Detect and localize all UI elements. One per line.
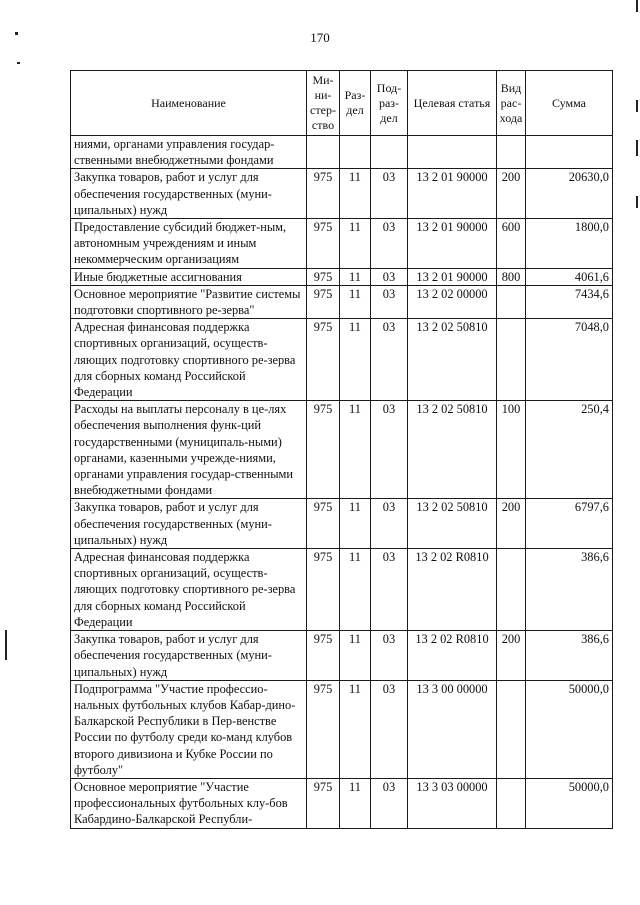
cell-type <box>497 549 526 631</box>
cell-ministry: 975 <box>307 169 340 219</box>
cell-sum: 4061,6 <box>526 268 613 285</box>
cell-subsection: 03 <box>371 401 408 499</box>
cell-ministry: 975 <box>307 219 340 269</box>
cell-type <box>497 680 526 778</box>
cell-subsection: 03 <box>371 680 408 778</box>
cell-name: Закупка товаров, работ и услуг для обеспечения государственных (муни-ципальных) нужд <box>71 169 307 219</box>
cell-subsection: 03 <box>371 499 408 549</box>
cell-type: 200 <box>497 499 526 549</box>
table-row <box>71 401 613 499</box>
cell-sum: 50000,0 <box>526 680 613 778</box>
cell-section: 11 <box>340 268 371 285</box>
cell-section: 11 <box>340 285 371 318</box>
cell-ministry: 975 <box>307 680 340 778</box>
col-header-subsection: Под-раз-дел <box>371 71 408 136</box>
cell-name: Адресная финансовая поддержка спортивных организаций, осуществ-ляющих подготовку спортивного ре-зерва для сборных команд Российской Федерации <box>71 549 307 631</box>
cell-name: Расходы на выплаты персоналу в це-лях обеспечения выполнения функ-ций государственными (муниципаль-ными) органами, казенными учрежде-ниями, органами управления государ-ственными внебюджетными фондами <box>71 401 307 499</box>
cell-sum: 386,6 <box>526 549 613 631</box>
cell-ministry: 975 <box>307 631 340 681</box>
scan-mark <box>636 0 638 12</box>
scan-mark <box>17 62 20 64</box>
cell-target: 13 3 03 00000 <box>408 778 497 828</box>
scan-mark <box>5 630 7 660</box>
cell-sum <box>526 136 613 169</box>
cell-type: 200 <box>497 631 526 681</box>
cell-sum: 7434,6 <box>526 285 613 318</box>
cell-section: 11 <box>340 631 371 681</box>
cell-sum: 6797,6 <box>526 499 613 549</box>
table-row <box>71 219 613 269</box>
scan-mark <box>636 100 638 112</box>
cell-section: 11 <box>340 169 371 219</box>
cell-type: 100 <box>497 401 526 499</box>
cell-name: Иные бюджетные ассигнования <box>71 268 307 285</box>
col-header-name: Наименование <box>71 71 307 136</box>
cell-name: Основное мероприятие "Участие профессиональных футбольных клу-бов Кабардино-Балкарской Республи- <box>71 778 307 828</box>
cell-ministry: 975 <box>307 285 340 318</box>
cell-sum: 1800,0 <box>526 219 613 269</box>
scan-mark <box>15 32 18 35</box>
col-header-type: Вид рас-хода <box>497 71 526 136</box>
cell-name: ниями, органами управления государ-ственными внебюджетными фондами <box>71 136 307 169</box>
table-row <box>71 319 613 401</box>
cell-subsection: 03 <box>371 319 408 401</box>
cell-type: 600 <box>497 219 526 269</box>
cell-sum: 20630,0 <box>526 169 613 219</box>
cell-name: Адресная финансовая поддержка спортивных организаций, осуществ-ляющих подготовку спортивного ре-зерва для сборных команд Российской Федерации <box>71 319 307 401</box>
cell-target: 13 2 02 R0810 <box>408 631 497 681</box>
page-number: 170 <box>310 30 330 45</box>
cell-target: 13 2 02 R0810 <box>408 549 497 631</box>
cell-ministry: 975 <box>307 549 340 631</box>
cell-type: 200 <box>497 169 526 219</box>
cell-type <box>497 285 526 318</box>
cell-section: 11 <box>340 549 371 631</box>
cell-name: Подпрограмма "Участие профессио-нальных футбольных клубов Кабар-дино-Балкарской Республики в Пер-венстве России по футболу среди ко-манд клубов второго дивизиона и Кубке России по футболу" <box>71 680 307 778</box>
cell-type <box>497 319 526 401</box>
cell-subsection: 03 <box>371 219 408 269</box>
cell-target <box>408 136 497 169</box>
cell-ministry: 975 <box>307 268 340 285</box>
table-row <box>71 778 613 828</box>
table-row <box>71 136 613 169</box>
cell-subsection <box>371 136 408 169</box>
cell-type: 800 <box>497 268 526 285</box>
cell-subsection: 03 <box>371 268 408 285</box>
cell-section: 11 <box>340 778 371 828</box>
budget-table <box>70 70 613 829</box>
table-row <box>71 631 613 681</box>
table-row <box>71 268 613 285</box>
cell-ministry: 975 <box>307 401 340 499</box>
cell-ministry: 975 <box>307 499 340 549</box>
col-header-section: Раз-дел <box>340 71 371 136</box>
cell-target: 13 2 02 50810 <box>408 401 497 499</box>
scan-mark <box>636 196 638 208</box>
cell-ministry: 975 <box>307 319 340 401</box>
table-row <box>71 680 613 778</box>
cell-target: 13 2 02 00000 <box>408 285 497 318</box>
cell-type <box>497 778 526 828</box>
cell-target: 13 3 00 00000 <box>408 680 497 778</box>
cell-section: 11 <box>340 219 371 269</box>
table-row <box>71 285 613 318</box>
cell-section: 11 <box>340 680 371 778</box>
cell-subsection: 03 <box>371 778 408 828</box>
cell-section: 11 <box>340 499 371 549</box>
col-header-target: Целевая статья <box>408 71 497 136</box>
cell-name: Закупка товаров, работ и услуг для обеспечения государственных (муни-ципальных) нужд <box>71 631 307 681</box>
cell-subsection: 03 <box>371 631 408 681</box>
cell-subsection: 03 <box>371 285 408 318</box>
cell-name: Основное мероприятие "Развитие системы подготовки спортивного ре-зерва" <box>71 285 307 318</box>
cell-sum: 386,6 <box>526 631 613 681</box>
table-row <box>71 499 613 549</box>
cell-type <box>497 136 526 169</box>
header-row <box>71 71 613 136</box>
col-header-ministry: Ми-ни-стер-ство <box>307 71 340 136</box>
cell-subsection: 03 <box>371 549 408 631</box>
cell-target: 13 2 01 90000 <box>408 219 497 269</box>
cell-section <box>340 136 371 169</box>
cell-ministry: 975 <box>307 778 340 828</box>
cell-target: 13 2 01 90000 <box>408 268 497 285</box>
cell-sum: 7048,0 <box>526 319 613 401</box>
cell-target: 13 2 01 90000 <box>408 169 497 219</box>
cell-section: 11 <box>340 319 371 401</box>
cell-name: Предоставление субсидий бюджет-ным, автономным учреждениям и иным некоммерческим организациям <box>71 219 307 269</box>
cell-target: 13 2 02 50810 <box>408 499 497 549</box>
cell-target: 13 2 02 50810 <box>408 319 497 401</box>
cell-section: 11 <box>340 401 371 499</box>
cell-name: Закупка товаров, работ и услуг для обеспечения государственных (муни-ципальных) нужд <box>71 499 307 549</box>
table-row <box>71 169 613 219</box>
cell-ministry <box>307 136 340 169</box>
col-header-sum: Сумма <box>526 71 613 136</box>
cell-subsection: 03 <box>371 169 408 219</box>
cell-sum: 50000,0 <box>526 778 613 828</box>
table-row <box>71 549 613 631</box>
cell-sum: 250,4 <box>526 401 613 499</box>
scan-mark <box>636 140 638 156</box>
